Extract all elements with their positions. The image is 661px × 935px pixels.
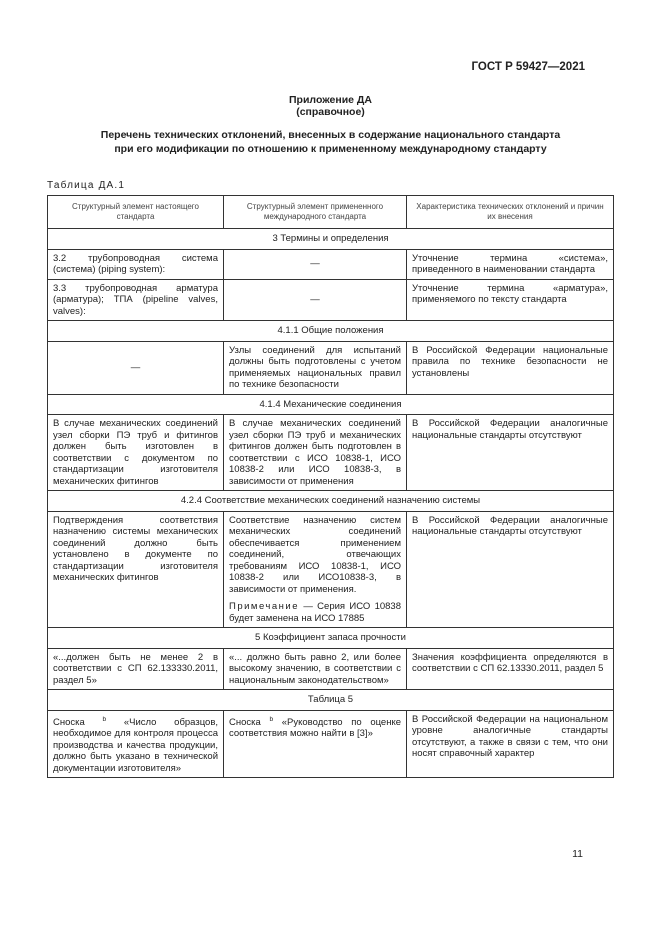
- table-cell: [224, 710, 407, 778]
- table-cell: —: [224, 249, 407, 279]
- table-cell: «... должно быть равно 2, или более высокому значению, в соответствии с национальным законодательством»: [224, 648, 407, 690]
- section-title: Таблица 5: [48, 690, 614, 711]
- table-row: [48, 511, 614, 628]
- table-row: [48, 415, 614, 491]
- footnote-marker: b: [269, 715, 274, 723]
- table-row: [48, 279, 614, 321]
- section-row: [48, 690, 614, 711]
- column-header: Структурный элемент настоящего стандарта: [48, 196, 224, 229]
- section-title: 4.1.1 Общие положения: [48, 321, 614, 342]
- cell-text: «Руководство по оценке соответствия можно найти в [3]»: [229, 716, 402, 740]
- table-cell: —: [224, 279, 407, 321]
- cell-text: «Число образцов, необходимое для контроля процесса производства и качества продукции, должно быть указано в технической документации изготовителя»: [53, 716, 219, 774]
- section-title: 3 Термины и определения: [48, 229, 614, 250]
- table-cell: 3.2 трубопроводная система (система) (piping system):: [48, 249, 224, 279]
- standard-designation: ГОСТ Р 59427—2021: [471, 61, 585, 73]
- table-cell: [224, 511, 407, 628]
- column-header: Характеристика технических отклонений и причин их внесения: [407, 196, 614, 229]
- table-cell: Уточнение термина «арматура», применяемого по тексту стандарта: [407, 279, 614, 321]
- table-cell: «...должен быть не менее 2 в соответствии с СП 62.133330.2011, раздел 5»: [48, 648, 224, 690]
- section-row: [48, 491, 614, 512]
- deviations-table: [47, 195, 614, 778]
- footnote-prefix: Сноска: [229, 716, 261, 728]
- table-cell: [48, 710, 224, 778]
- column-header: Структурный элемент примененного международного стандарта: [224, 196, 407, 229]
- note-text: — Серия ИСО 10838 будет заменена на ИСО 17885: [229, 601, 402, 624]
- table-cell: В Российской Федерации на национальном уровне аналогичные стандарты отсутствуют, а также в связи с тем, что они носят справочный характер: [407, 710, 614, 778]
- note-label: Примечание: [229, 601, 299, 612]
- footnote-marker: b: [102, 715, 107, 723]
- table-cell: Узлы соединений для испытаний должны быть подготовлены с учетом применяемых национальных правил по технике безопасности: [224, 341, 407, 394]
- table-cell: Подтверждения соответствия назначению системы механических соединений должно быть установлено в документе по стандартизации изготовителя механических фитингов: [48, 511, 224, 628]
- section-row: [48, 321, 614, 342]
- section-heading: [40, 128, 621, 156]
- table-cell: В Российской Федерации аналогичные национальные стандарты отсутствуют: [407, 415, 614, 491]
- table-caption: Таблица ДА.1: [47, 180, 126, 191]
- section-row: [48, 394, 614, 415]
- table-row: [48, 648, 614, 690]
- heading-line-2: при его модификации по отношению к примененному международному стандарту: [114, 143, 547, 155]
- table-cell: В Российской Федерации национальные правила по технике безопасности не установлены: [407, 341, 614, 394]
- table-note: [229, 601, 401, 624]
- table-cell: В Российской Федерации аналогичные национальные стандарты отсутствуют: [407, 511, 614, 628]
- table-cell: —: [48, 341, 224, 394]
- footnote-prefix: Сноска: [53, 716, 85, 728]
- table-cell: Уточнение термина «система», приведенного в наименовании стандарта: [407, 249, 614, 279]
- table-row: [48, 710, 614, 778]
- table-row: [48, 341, 614, 394]
- table-cell: В случае механических соединений узел сборки ПЭ труб и механических фитингов должен быть подготовлен в соответствии с ИСО 10838-1, ИСО 10838-2 или ИСО 10838-3, в зависимости от применения: [224, 415, 407, 491]
- section-title: 4.2.4 Соответствие механических соединений назначению системы: [48, 491, 614, 512]
- appendix-title: Приложение ДА: [289, 94, 372, 106]
- cell-text: Соответствие назначению систем механических соединений обеспечивается применением соединений, отвечающих требованиям ИСО 10838-1, ИСО 10838-2 или ИСО10838-3, в зависимости от применения.: [229, 514, 401, 595]
- section-title: 4.1.4 Механические соединения: [48, 394, 614, 415]
- appendix-subtitle: (справочное): [296, 106, 365, 118]
- table-header-row: [48, 196, 614, 229]
- section-row: [48, 628, 614, 649]
- heading-line-1: Перечень технических отклонений, внесенных в содержание национального стандарта: [100, 129, 561, 141]
- page-number: 11: [572, 848, 583, 860]
- table-cell: В случае механических соединений узел сборки ПЭ труб и фитингов должен быть изготовлен в соответствии с документом по стандартизации изготовителя механических фитингов: [48, 415, 224, 491]
- section-title: 5 Коэффициент запаса прочности: [48, 628, 614, 649]
- table-cell: 3.3 трубопроводная арматура (арматура); ТПА (pipeline valves, valves):: [48, 279, 224, 321]
- appendix-title-block: [0, 94, 661, 118]
- table-cell: Значения коэффициента определяются в соответствии с СП 62.13330.2011, раздел 5: [407, 648, 614, 690]
- table-row: [48, 249, 614, 279]
- section-row: [48, 229, 614, 250]
